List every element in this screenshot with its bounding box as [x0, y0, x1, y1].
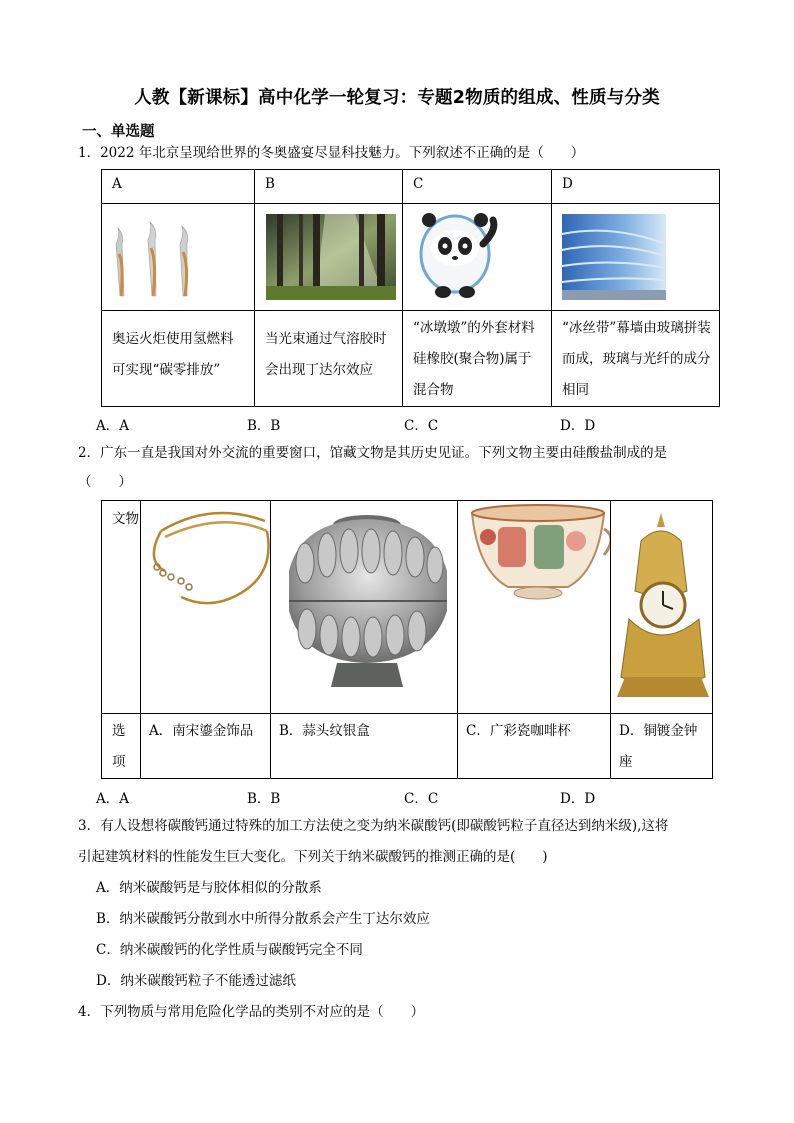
q2-answer-d[interactable]: D．D [560, 791, 596, 807]
q1-header-a: A [112, 176, 122, 192]
q3-choice-a[interactable]: A．纳米碳酸钙是与胶体相似的分散系 [96, 880, 322, 896]
q3-choice-d[interactable]: D．纳米碳酸钙粒子不能透过滤纸 [96, 973, 296, 989]
question-4-stem: 4．下列物质与常用危险化学品的类别不对应的是（ ） [78, 1004, 425, 1020]
q2-option-c: C．广彩瓷咖啡杯 [466, 723, 571, 739]
mascot-image [403, 204, 551, 310]
torch-image [102, 204, 254, 310]
forest-light-image [255, 204, 402, 310]
q3-choice-b[interactable]: B．纳米碳酸钙分散到水中所得分散系会产生丁达尔效应 [96, 911, 430, 927]
q2-option-a: A．南宋鎏金饰品 [149, 723, 254, 739]
gold-chain-image [141, 501, 270, 713]
section-heading: 一、单选题 [82, 124, 155, 140]
q1-answer-b[interactable]: B．B [247, 418, 281, 434]
question-1-table [101, 169, 720, 407]
q1-text-d: “冰丝带”幕墙由玻璃拼装而成，玻璃与光纤的成分相同 [562, 320, 711, 398]
question-2-stem-line2: （ ） [78, 474, 132, 490]
q2-row-label-option: 选项 [112, 723, 126, 770]
silver-box-image [271, 501, 457, 713]
q2-option-d: D．铜镀金钟座 [619, 723, 698, 770]
q1-header-c: C [413, 176, 424, 192]
question-3-stem-line1: 3．有人设想将碳酸钙通过特殊的加工方法使之变为纳米碳酸钙(即碳酸钙粒子直径达到纳米级),这将 [78, 818, 669, 834]
q1-answer-a[interactable]: A．A [96, 418, 129, 434]
question-3-stem-line2: 引起建筑材料的性能发生巨大变化。下列关于纳米碳酸钙的推测正确的是( ) [78, 849, 548, 865]
question-1-stem: 1．2022 年北京呈现给世界的冬奥盛宴尽显科技魅力。下列叙述不正确的是（ ） [78, 145, 585, 161]
q2-option-b: B．蒜头纹银盒 [279, 723, 370, 739]
q1-text-a: 奥运火炬使用氢燃料可实现“碳零排放” [112, 331, 234, 378]
question-2-stem-line1: 2．广东一直是我国对外交流的重要窗口，馆藏文物是其历史见证。下列文物主要由硅酸盐制成的是 [78, 445, 668, 461]
glass-ribbon-image [552, 204, 719, 310]
porcelain-cup-image [458, 501, 610, 713]
gilt-clock-image [611, 501, 712, 713]
q1-answer-d[interactable]: D．D [560, 418, 596, 434]
q1-text-c: “冰墩墩”的外套材料硅橡胶(聚合物)属于混合物 [413, 320, 535, 398]
question-2-table [101, 500, 713, 779]
q1-text-b: 当光束通过气溶胶时会出现丁达尔效应 [265, 331, 387, 378]
q1-header-b: B [265, 176, 275, 192]
page-title: 人教【新课标】高中化学一轮复习：专题2物质的组成、性质与分类 [134, 88, 660, 108]
q2-answer-c[interactable]: C．C [404, 791, 439, 807]
q2-row-label-artifact: 文物 [112, 511, 139, 527]
q1-header-d: D [562, 176, 573, 192]
q2-answer-a[interactable]: A．A [96, 791, 129, 807]
q3-choice-c[interactable]: C．纳米碳酸钙的化学性质与碳酸钙完全不同 [96, 942, 363, 958]
q2-answer-b[interactable]: B．B [247, 791, 281, 807]
q1-answer-c[interactable]: C．C [404, 418, 439, 434]
